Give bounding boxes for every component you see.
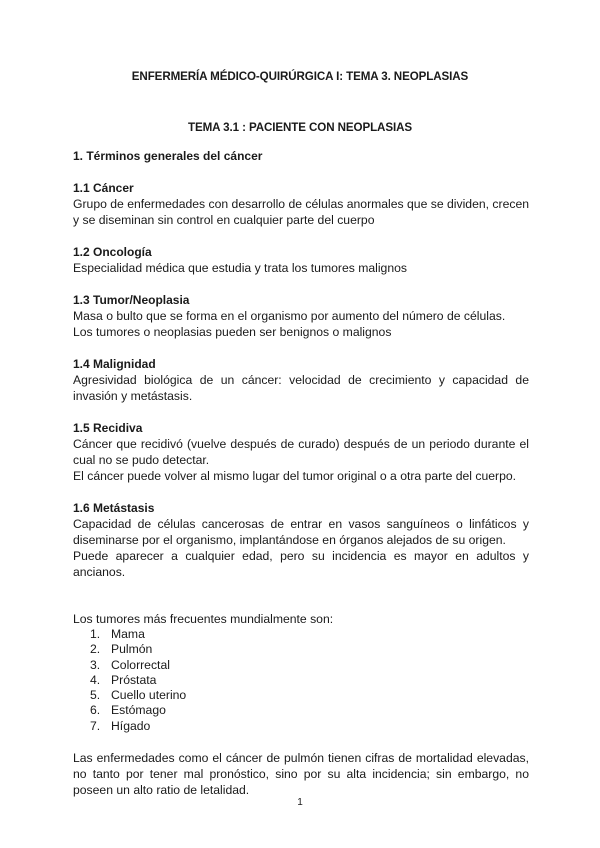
section-oncologia [73,244,529,276]
list-item [73,627,529,642]
list-label: Colorrectal [111,657,170,672]
list-item [73,719,529,734]
section-heading: 1.6 Metástasis [73,501,155,515]
paragraph: Grupo de enfermedades con desarrollo de células anormales que se dividen, crecen y se diseminan sin control en cualquier parte del cuerpo [73,197,529,227]
list-label: Próstata [111,672,157,687]
document-title: ENFERMERÍA MÉDICO-QUIRÚRGICA I: TEMA 3. NEOPLASIAS [131,70,469,83]
closing-paragraph: Las enfermedades como el cáncer de pulmón tienen cifras de mortalidad elevadas, no tanto por tener mal pronóstico, sino por su alta incidencia; sin embargo, no poseen un alto ratio de letalidad. [73,751,529,798]
list-number: 6. [90,703,101,718]
tumor-list [73,627,529,734]
list-label: Hígado [111,718,151,733]
list-number: 2. [90,642,101,657]
paragraph: Puede aparecer a cualquier edad, pero su incidencia es mayor en adultos y ancianos. [73,549,529,579]
list-item [73,673,529,688]
paragraph: El cáncer puede volver al mismo lugar del tumor original o a otra parte del cuerpo. [73,469,517,483]
list-item [73,688,529,703]
list-label: Estómago [111,703,166,718]
paragraph: Capacidad de células cancerosas de entrar en vasos sanguíneos o linfáticos y diseminarse por el organismo, implantándose en órganos alejados de su origen. [73,517,529,547]
list-number: 7. [90,718,101,733]
list-item [73,703,529,718]
paragraph: Especialidad médica que estudia y trata los tumores malignos [73,261,407,275]
section-heading: 1. Términos generales del cáncer [73,149,263,163]
paragraph: Agresividad biológica de un cáncer: velocidad de crecimiento y capacidad de invasión y metástasis. [73,373,529,403]
section-heading: 1.2 Oncología [73,245,152,259]
list-number: 1. [90,627,101,641]
list-item [73,658,529,673]
section-tumor [73,292,529,340]
section-malignidad [73,356,529,404]
section-heading: 1.1 Cáncer [73,181,134,195]
document-subtitle: TEMA 3.1 : PACIENTE CON NEOPLASIAS [188,121,412,134]
list-label: Pulmón [111,642,153,657]
list-label: Cuello uterino [111,688,187,703]
list-intro: Los tumores más frecuentes mundialmente son: [73,612,334,626]
section-heading: 1.5 Recidiva [73,421,143,435]
section-cancer [73,180,529,228]
section-metastasis [73,500,529,580]
list-number: 5. [90,688,101,703]
list-label: Mama [111,627,145,641]
list-item [73,642,529,657]
section-recidiva [73,420,529,484]
paragraph: Cáncer que recidivó (vuelve después de curado) después de un periodo durante el cual no se pudo detectar. [73,437,529,467]
document-body [73,148,529,798]
paragraph: Los tumores o neoplasias pueden ser benignos o malignos [73,325,392,339]
list-number: 3. [90,657,101,672]
section-heading: 1.4 Malignidad [73,357,156,371]
page-number: 1 [297,797,303,808]
paragraph: Masa o bulto que se forma en el organismo por aumento del número de células. [73,309,506,323]
list-number: 4. [90,672,101,687]
section-heading: 1.3 Tumor/Neoplasia [73,293,190,307]
